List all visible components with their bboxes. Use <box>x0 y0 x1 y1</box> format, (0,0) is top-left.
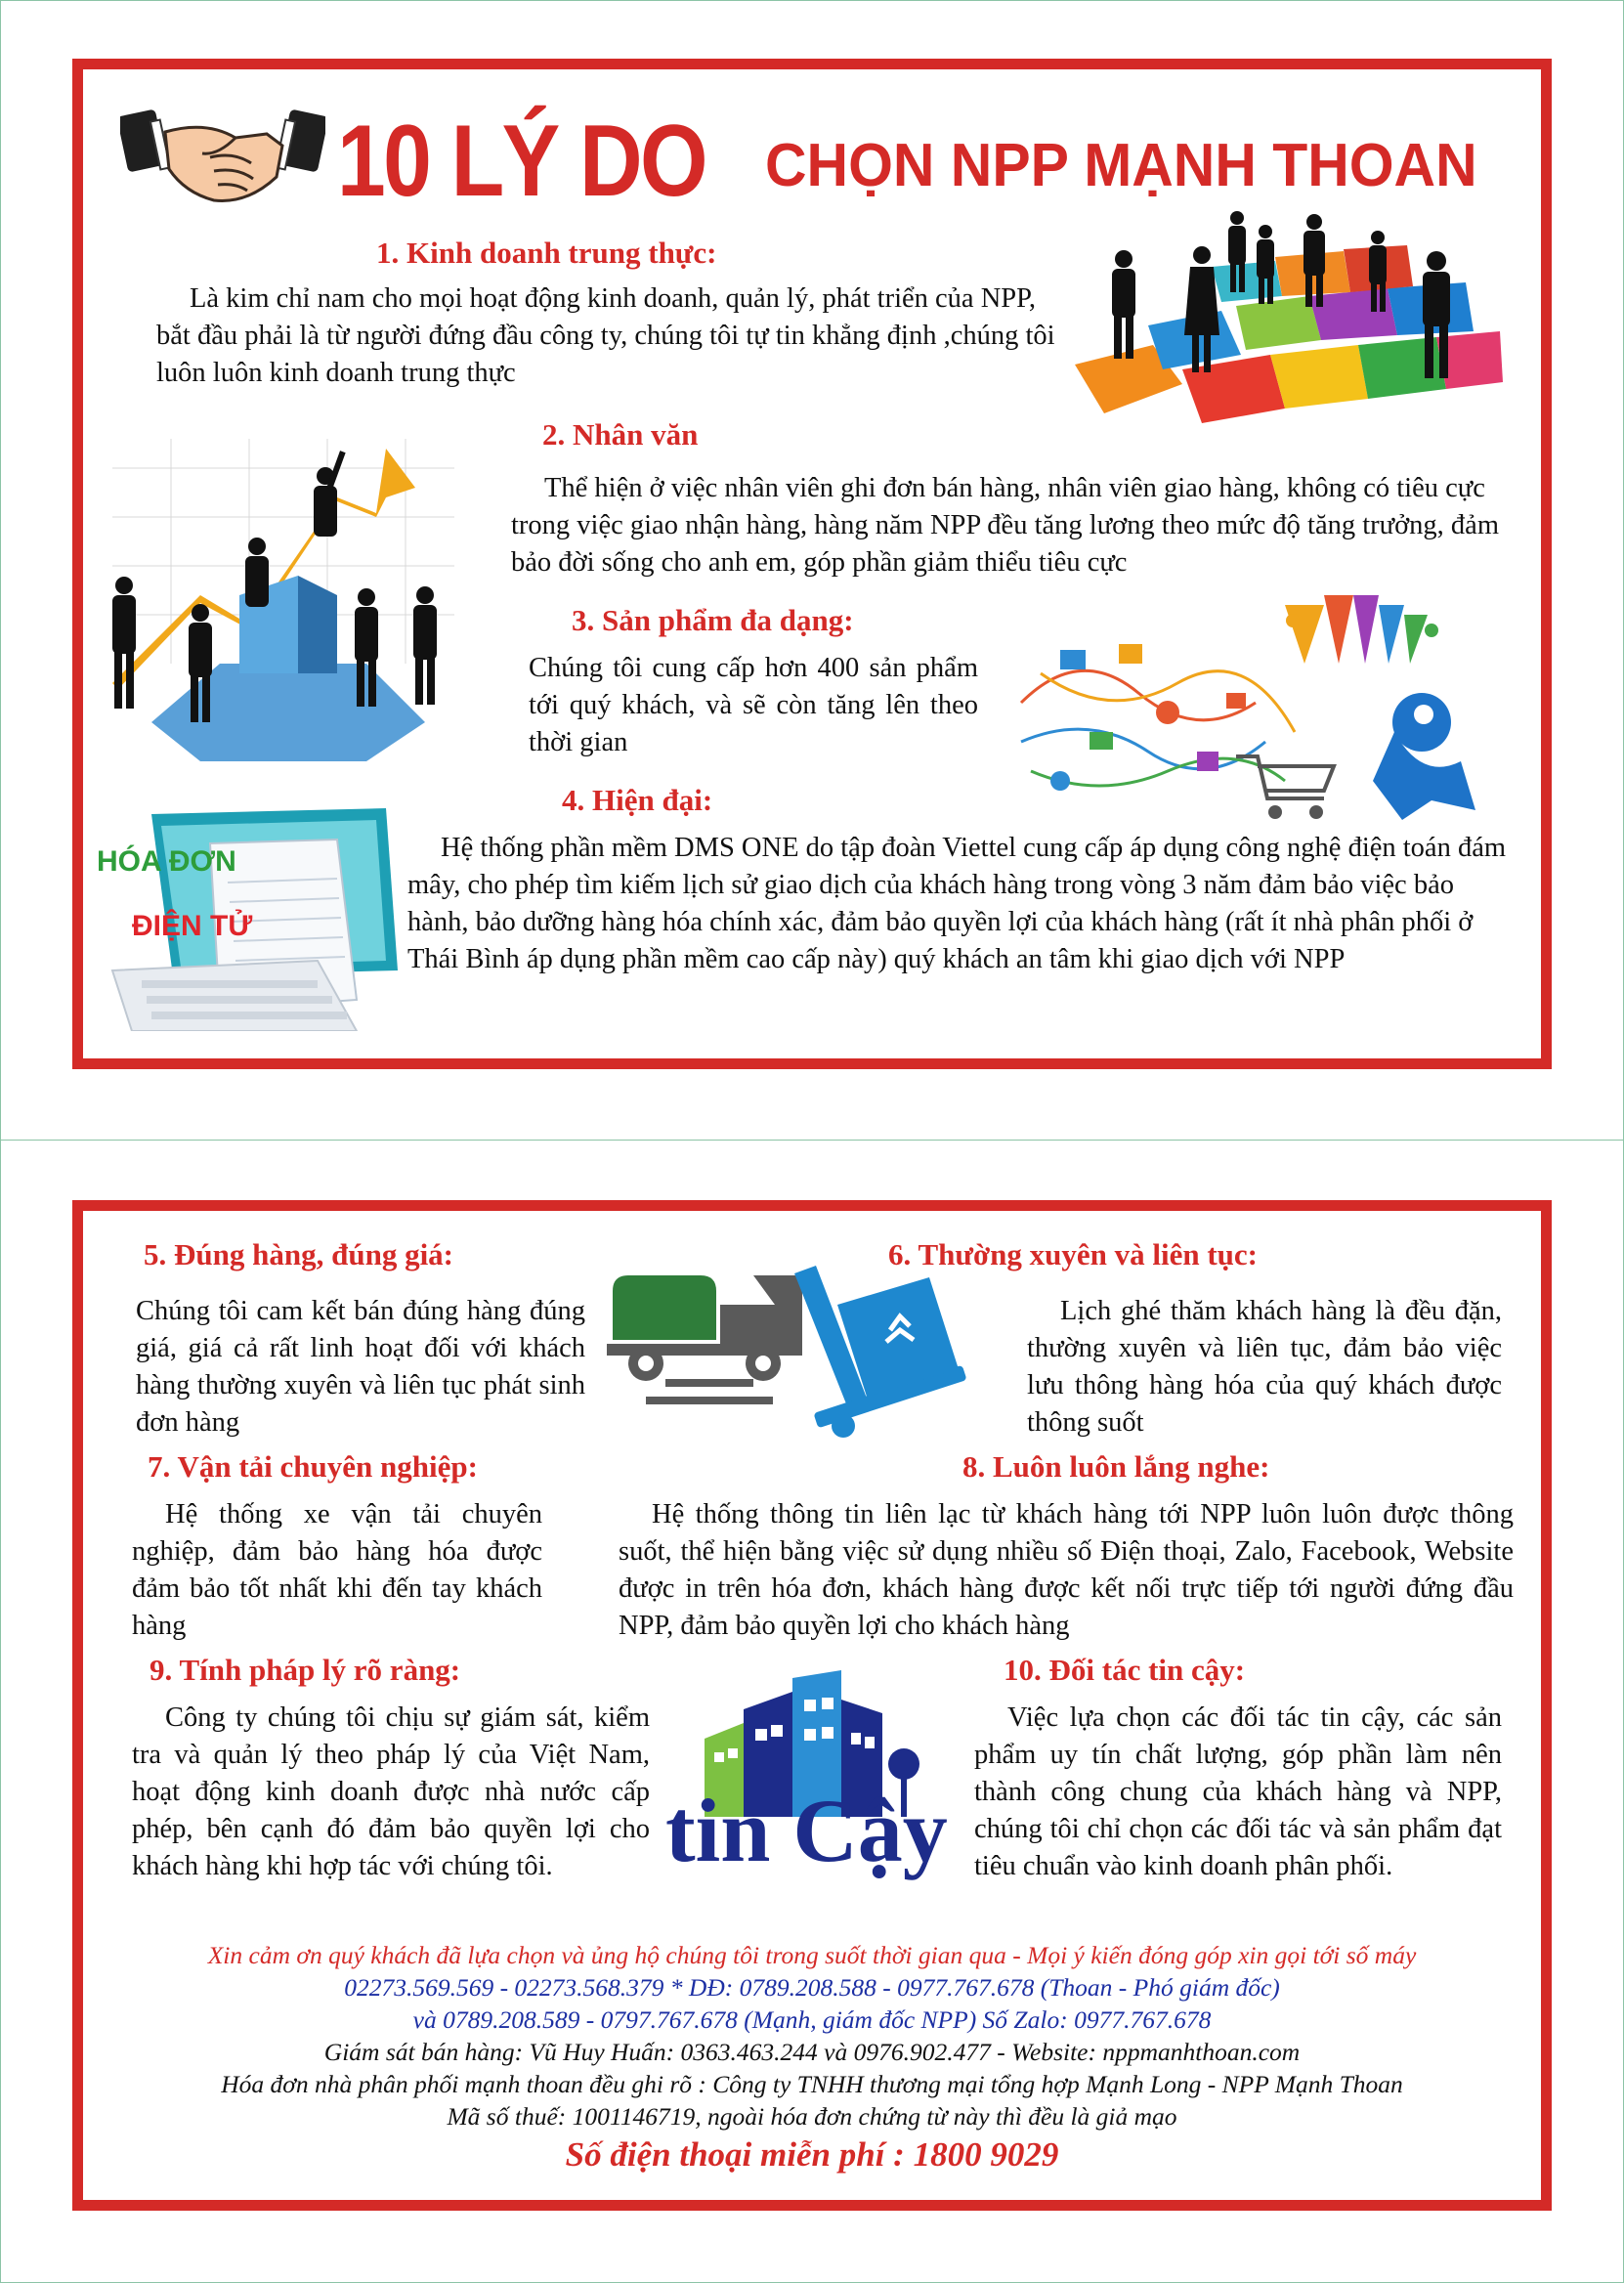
footer-invoice-note: Hóa đơn nhà phân phối mạnh thoan đều ghi rõ : Công ty TNHH thương mại tổng hợp Mạnh Long - NPP Mạnh Thoan <box>221 2070 1403 2098</box>
footer-phones-2: và 0789.208.589 - 0797.767.678 (Mạnh, giám đốc NPP) Số Zalo: 0977.767.678 <box>412 2005 1212 2034</box>
handshake-icon <box>120 99 325 216</box>
footer-hotline: Số điện thoại miễn phí : 1800 9029 <box>565 2135 1059 2174</box>
panel-reasons-1-4 <box>72 59 1552 1069</box>
growth-business-image <box>93 429 464 771</box>
reason-5-body: Chúng tôi cam kết bán đúng hàng đúng giá, giá cả rất linh hoạt đối với khách hàng thường xuyên và liên tục phát sinh đơn hàng <box>136 1296 585 1438</box>
footer-thanks: Xin cảm ơn quý khách đã lựa chọn và ủng hộ chúng tôi trong suốt thời gian qua - Mọi ý kiến đóng góp xin gọi tới số máy <box>207 1941 1417 1969</box>
reason-10-body: Việc lựa chọn các đối tác tin cậy, các sản phẩm uy tín chất lượng, góp phần làm nên thành công chung của khách hàng và NPP, chúng tôi chỉ chọn các đối tác và sản phẩm đạt tiêu chuẩn vào kinh doanh phân phối. <box>974 1702 1502 1881</box>
business-team-puzzle-image <box>1065 198 1505 433</box>
e-invoice-image <box>93 804 415 1031</box>
reason-4-body: Hệ thống phần mềm DMS ONE do tập đoàn Viettel cung cấp áp dụng công nghệ điện toán đám mây, cho phép tìm kiếm lịch sử giao dịch của khách hàng trong vòng 3 năm đảm bảo việc bảo hành, bảo dưỡng hàng hóa chính xác, đảm bảo quyền lợi của khách hàng (rất ít nhà phân phối ở Thái Bình áp dụng phần mềm cao cấp này) quý khách an tâm khi giao dịch với NPP <box>407 833 1507 974</box>
reason-6-heading: 6. Thường xuyên và liên tục: <box>888 1237 1258 1271</box>
reason-1-body: Là kim chỉ nam cho mọi hoạt động kinh doanh, quản lý, phát triển của NPP, bắt đầu phải là từ người đứng đầu công ty, chúng tôi tự tin khẳng định ,chúng tôi luôn luôn kinh doanh trung thực <box>156 283 1055 388</box>
reason-2-heading: 2. Nhân văn <box>542 417 699 452</box>
reason-3-heading: 3. Sản phẩm đa dạng: <box>572 603 854 637</box>
title-main: 10 LÝ DO <box>337 105 706 218</box>
tin-cay-logo <box>665 1670 959 1895</box>
logo-text: tin Cậy <box>665 1781 948 1880</box>
panel-reasons-5-10 <box>72 1200 1552 2211</box>
reason-2-body: Thể hiện ở việc nhân viên ghi đơn bán hàng, nhân viên giao hàng, không có tiêu cực trong việc giao nhận hàng, hàng năm NPP đều tăng lương theo mức độ tăng trưởng, đảm bảo đời sống cho anh em, góp phần giảm thiểu tiêu cực <box>511 473 1499 578</box>
title-sub: CHỌN NPP MẠNH THOAN <box>765 132 1477 199</box>
reason-9-body: Công ty chúng tôi chịu sự giám sát, kiểm tra và quản lý theo pháp lý của Việt Nam, hoạt động kinh doanh được nhà nước cấp phép, bên cạnh đó đảm bảo quyền lợi cho khách hàng khi hợp tác với chúng tôi. <box>132 1702 650 1881</box>
reason-8-body: Hệ thống thông tin liên lạc từ khách hàng tới NPP luôn luôn được thông suốt, thể hiện bằng việc sử dụng nhiều số Điện thoại, Zalo, Facebook, Website được in trên hóa đơn, khách hàng được kết nối trực tiếp tới người đứng đầu NPP, đảm bảo quyền lợi cho khách hàng <box>619 1499 1514 1641</box>
footer-tax-note: Mã số thuế: 1001146719, ngoài hóa đơn chứng từ này thì đều là giả mạo <box>447 2102 1177 2131</box>
sheet-divider <box>0 1140 1624 1141</box>
invoice-label-line2: ĐIỆN TỬ <box>132 910 253 942</box>
footer-supervisor: Giám sát bán hàng: Vũ Huy Huấn: 0363.463.244 và 0976.902.477 - Website: nppmanhthoan.com <box>323 2038 1301 2066</box>
reason-5-heading: 5. Đúng hàng, đúng giá: <box>144 1237 454 1271</box>
diverse-products-image <box>1002 585 1490 830</box>
reason-10-heading: 10. Đối tác tin cậy: <box>1004 1653 1246 1687</box>
delivery-truck-icon <box>607 1262 978 1438</box>
reason-6-body: Lịch ghé thăm khách hàng là đều đặn, thường xuyên và liên tục, đảm bảo việc lưu thông hàng hóa của quý khách được thông suốt <box>1027 1296 1502 1438</box>
reason-7-body: Hệ thống xe vận tải chuyên nghiệp, đảm bảo hàng hóa được đảm bảo tốt nhất khi đến tay khách hàng <box>132 1499 542 1641</box>
reason-4-heading: 4. Hiện đại: <box>562 783 713 817</box>
reason-3-body: Chúng tôi cung cấp hơn 400 sản phẩm tới quý khách, và sẽ còn tăng lên theo thời gian <box>529 653 978 757</box>
reason-8-heading: 8. Luôn luôn lắng nghe: <box>962 1449 1270 1484</box>
footer-phones-1: 02273.569.569 - 02273.568.379 * DĐ: 0789.208.588 - 0977.767.678 (Thoan - Phó giám đốc) <box>344 1973 1280 2002</box>
reason-9-heading: 9. Tính pháp lý rõ ràng: <box>150 1653 461 1687</box>
reason-1-heading: 1. Kinh doanh trung thực: <box>376 236 717 270</box>
invoice-label-line1: HÓA ĐƠN <box>97 845 236 878</box>
reason-7-heading: 7. Vận tải chuyên nghiệp: <box>148 1449 478 1484</box>
